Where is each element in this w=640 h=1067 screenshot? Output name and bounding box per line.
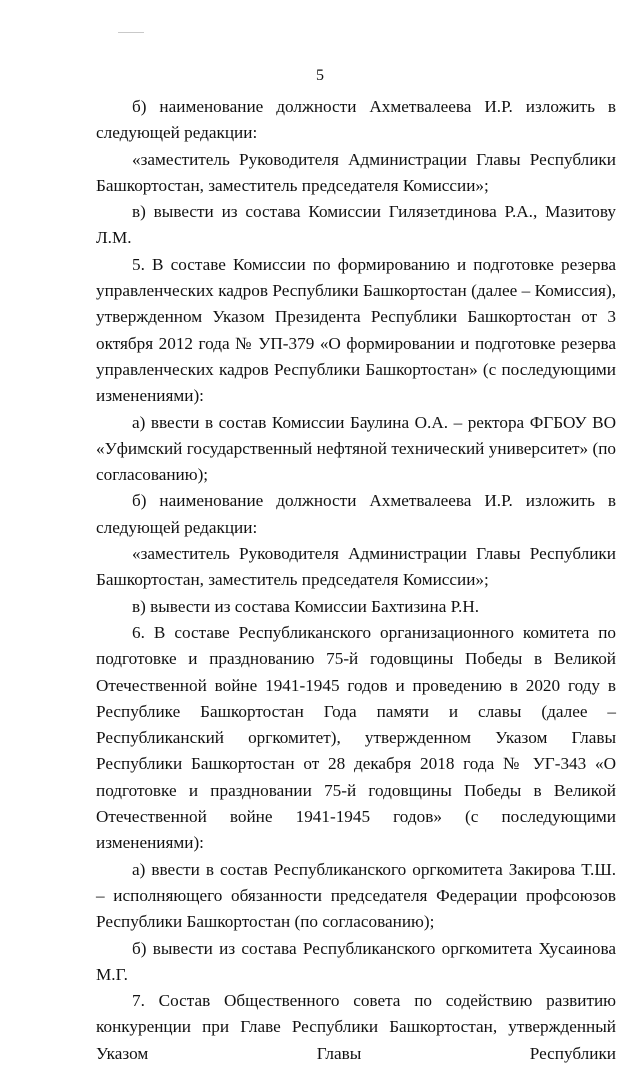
paragraph: а) ввести в состав Комиссии Баулина О.А. – ректора ФГБОУ ВО «Уфимский государственный нефтяной технический университет» (по согласованию); (96, 412, 616, 485)
scan-mark (118, 32, 144, 33)
paragraph: б) наименование должности Ахметвалеева И.Р. изложить в следующей редакции: (96, 97, 616, 143)
document-body (96, 94, 616, 1067)
page-number: 5 (316, 67, 324, 84)
paragraph: «заместитель Руководителя Администрации Главы Республики Башкортостан, заместитель председателя Комиссии»; (96, 544, 616, 590)
paragraph: 5. В составе Комиссии по формированию и подготовке резерва управленческих кадров Республики Башкортостан (далее – Комиссия), утвержденном Указом Президента Республики Башкортостан от 3 октября 2012 года № УП-379 «О формировании и подготовке резерва управленческих кадров Республики Башкортостан» (с последующими изменениями): (96, 254, 616, 406)
paragraph: а) ввести в состав Республиканского оргкомитета Закирова Т.Ш. – исполняющего обязанности председателя Федерации профсоюзов Республики Башкортостан (по согласованию); (96, 859, 616, 932)
paragraph: 7. Состав Общественного совета по содействию развитию конкуренции при Главе Республики Башкортостан, утвержденный Указом Главы Республики (96, 991, 616, 1063)
paragraph: «заместитель Руководителя Администрации Главы Республики Башкортостан, заместитель председателя Комиссии»; (96, 149, 616, 195)
paragraph: б) наименование должности Ахметвалеева И.Р. изложить в следующей редакции: (96, 491, 616, 537)
paragraph: 6. В составе Республиканского организационного комитета по подготовке и празднованию 75-й годовщины Победы в Великой Отечественной войне 1941-1945 годов и проведению в 2020 году в Республике Башкортостан Года памяти и славы (далее – Республиканский оргкомитет), утвержденном Указом Главы Республики Башкортостан от 28 декабря 2018 года № УГ-343 «О подготовке и праздновании 75-й годовщины Победы в Великой Отечественной войне 1941-1945 годов» (с последующими изменениями): (96, 622, 616, 853)
paragraph: б) вывести из состава Республиканского оргкомитета Хусаинова М.Г. (96, 938, 616, 984)
paragraph: в) вывести из состава Комиссии Бахтизина Р.Н. (132, 596, 480, 616)
paragraph: в) вывести из состава Комиссии Гилязетдинова Р.А., Мазитову Л.М. (96, 202, 616, 248)
